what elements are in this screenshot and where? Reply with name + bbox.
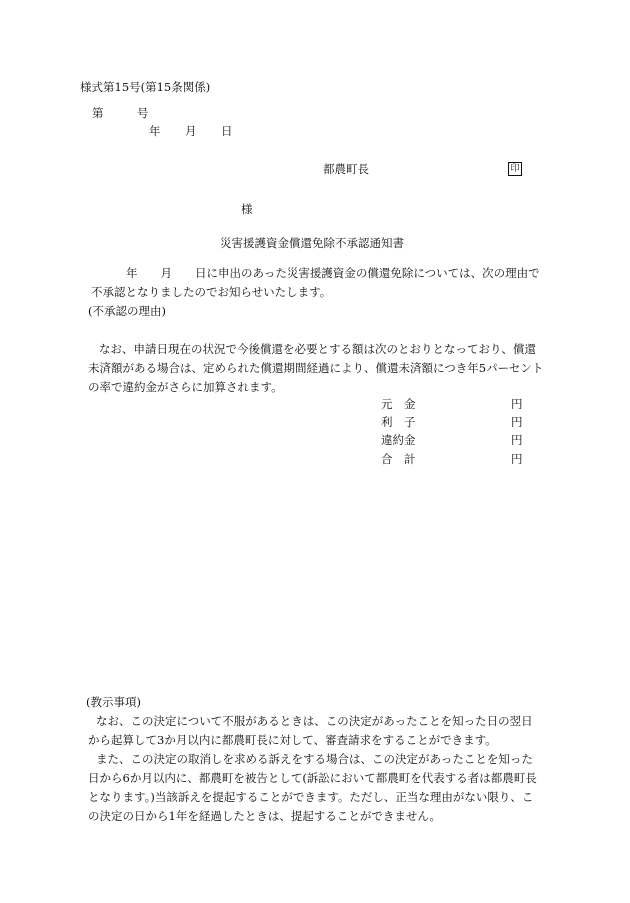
body-line: 不承認となりましたのでお知らせいたします。 [91,285,332,299]
note-line: なお、申請日現在の状況で今後償還を必要とする額は次のとおりとなっており、償還 [99,342,536,356]
body-line: 年 月 日に申出のあった災害援護資金の償還免除については、次の理由で [126,266,540,280]
note-line: の率で違約金がさらに加算されます。 [88,380,283,394]
amount-label: 合 計 [381,452,416,466]
note-line: 未済額がある場合は、定められた償還期間経過により、償還未済額につき年5パーセント [88,361,544,375]
amount-unit: 円 [511,452,523,466]
amount-unit: 円 [511,397,523,411]
instruction-section [80,693,550,826]
instruction-line: なお、この決定について不服があるときは、この決定があったことを知った日の翌日 [96,714,533,728]
issuer-title: 都農町長 [323,162,369,176]
date-year: 年 [149,124,161,138]
instruction-heading: (教示事項) [86,695,141,709]
doc-number-go: 号 [137,106,149,120]
rejection-reason-heading: (不承認の理由) [88,304,166,318]
instruction-line: 日から6か月以内に、都農町を被告として(訴訟において都農町を代表する者は都農町長 [88,771,537,785]
date-day: 日 [221,124,233,138]
document-title: 災害援護資金償還免除不承認通知書 [220,236,404,250]
instruction-line: となります。)当該訴えを提起することができます。ただし、正当な理由がない限り、こ [88,790,534,804]
doc-number-dai: 第 [92,106,104,120]
instruction-line: また、この決定の取消しを求める訴えをする場合は、この決定があったことを知った [96,752,533,766]
amount-row-penalty [381,435,531,449]
addressee-suffix: 様 [241,202,253,216]
seal-mark: 印 [508,162,522,176]
form-number: 様式第15号(第15条関係) [80,80,211,94]
amount-unit: 円 [511,433,523,447]
amount-label: 利 子 [381,415,416,429]
amount-unit: 円 [511,415,523,429]
notice-body [80,264,550,321]
amount-row-interest [381,417,531,431]
amount-label: 元 金 [381,397,416,411]
instruction-line: から起算して3か月以内に都農町長に対して、審査請求をすることができます。 [88,733,497,747]
amount-label: 違約金 [381,433,416,447]
amount-row-total [381,454,531,468]
instruction-line: の決定の日から1年を経過したときは、提起することができません。 [88,809,442,823]
date-month: 月 [185,124,197,138]
note-paragraph [80,340,550,397]
amount-row-principal [381,399,531,413]
